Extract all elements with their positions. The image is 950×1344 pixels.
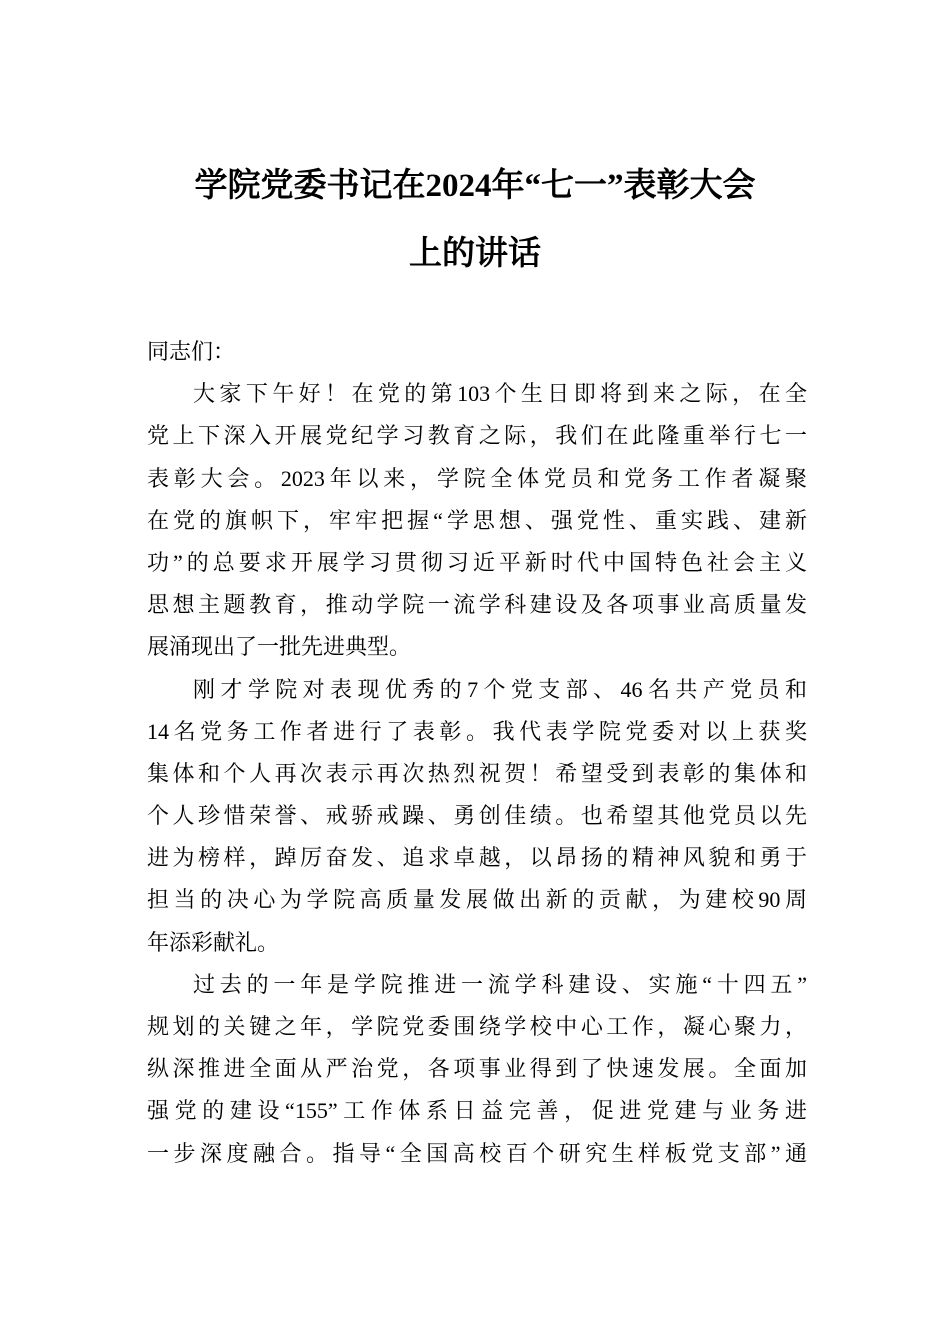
paragraph-line: 担当的决心为学院高质量发展做出新的贡献，为建校90周 xyxy=(147,887,807,913)
title-line-2: 上的讲话 xyxy=(409,236,541,272)
paragraph-line: 纵深推进全面从严治党，各项事业得到了快速发展。全面加 xyxy=(147,1056,807,1082)
document-body xyxy=(147,331,807,1175)
paragraph xyxy=(147,669,807,964)
paragraph-line: 功”的总要求开展学习贯彻习近平新时代中国特色社会主义 xyxy=(147,549,807,575)
paragraph-line: 刚才学院对表现优秀的7个党支部、46名共产党员和 xyxy=(193,676,807,702)
paragraph-line: 强党的建设“155”工作体系日益完善，促进党建与业务进 xyxy=(147,1098,807,1124)
paragraph-line: 一步深度融合。指导“全国高校百个研究生样板党支部”通 xyxy=(147,1140,807,1166)
paragraph-line: 过去的一年是学院推进一流学科建设、实施“十四五” xyxy=(193,971,807,997)
paragraph-line: 在党的旗帜下，牢牢把握“学思想、强党性、重实践、建新 xyxy=(147,507,807,533)
paragraph-line: 党上下深入开展党纪学习教育之际，我们在此隆重举行七一 xyxy=(147,423,807,449)
paragraph-line: 年添彩献礼。 xyxy=(147,929,280,955)
paragraph-line: 展涌现出了一批先进典型。 xyxy=(147,634,412,660)
paragraphs xyxy=(147,373,807,1175)
paragraph-line: 规划的关键之年，学院党委围绕学校中心工作，凝心聚力， xyxy=(147,1014,807,1039)
document-title xyxy=(0,152,950,288)
paragraph xyxy=(147,373,807,668)
paragraph-line: 14名党务工作者进行了表彰。我代表学院党委对以上获奖 xyxy=(147,718,807,744)
paragraph-line: 进为榜样，踔厉奋发、追求卓越，以昂扬的精神风貌和勇于 xyxy=(147,845,807,871)
salutation: 同志们： xyxy=(147,339,236,364)
paragraph-line: 集体和个人再次表示再次热烈祝贺！希望受到表彰的集体和 xyxy=(147,760,807,786)
paragraph xyxy=(147,964,807,1175)
paragraph-line: 表彰大会。2023年以来，学院全体党员和党务工作者凝聚 xyxy=(147,465,807,491)
paragraph-line: 思想主题教育，推动学院一流学科建设及各项事业高质量发 xyxy=(147,592,807,618)
title-line-1: 学院党委书记在2024年“七一”表彰大会 xyxy=(194,168,756,204)
paragraph-line: 大家下午好！在党的第103个生日即将到来之际，在全 xyxy=(193,381,807,407)
paragraph-line: 个人珍惜荣誉、戒骄戒躁、勇创佳绩。也希望其他党员以先 xyxy=(147,803,807,829)
